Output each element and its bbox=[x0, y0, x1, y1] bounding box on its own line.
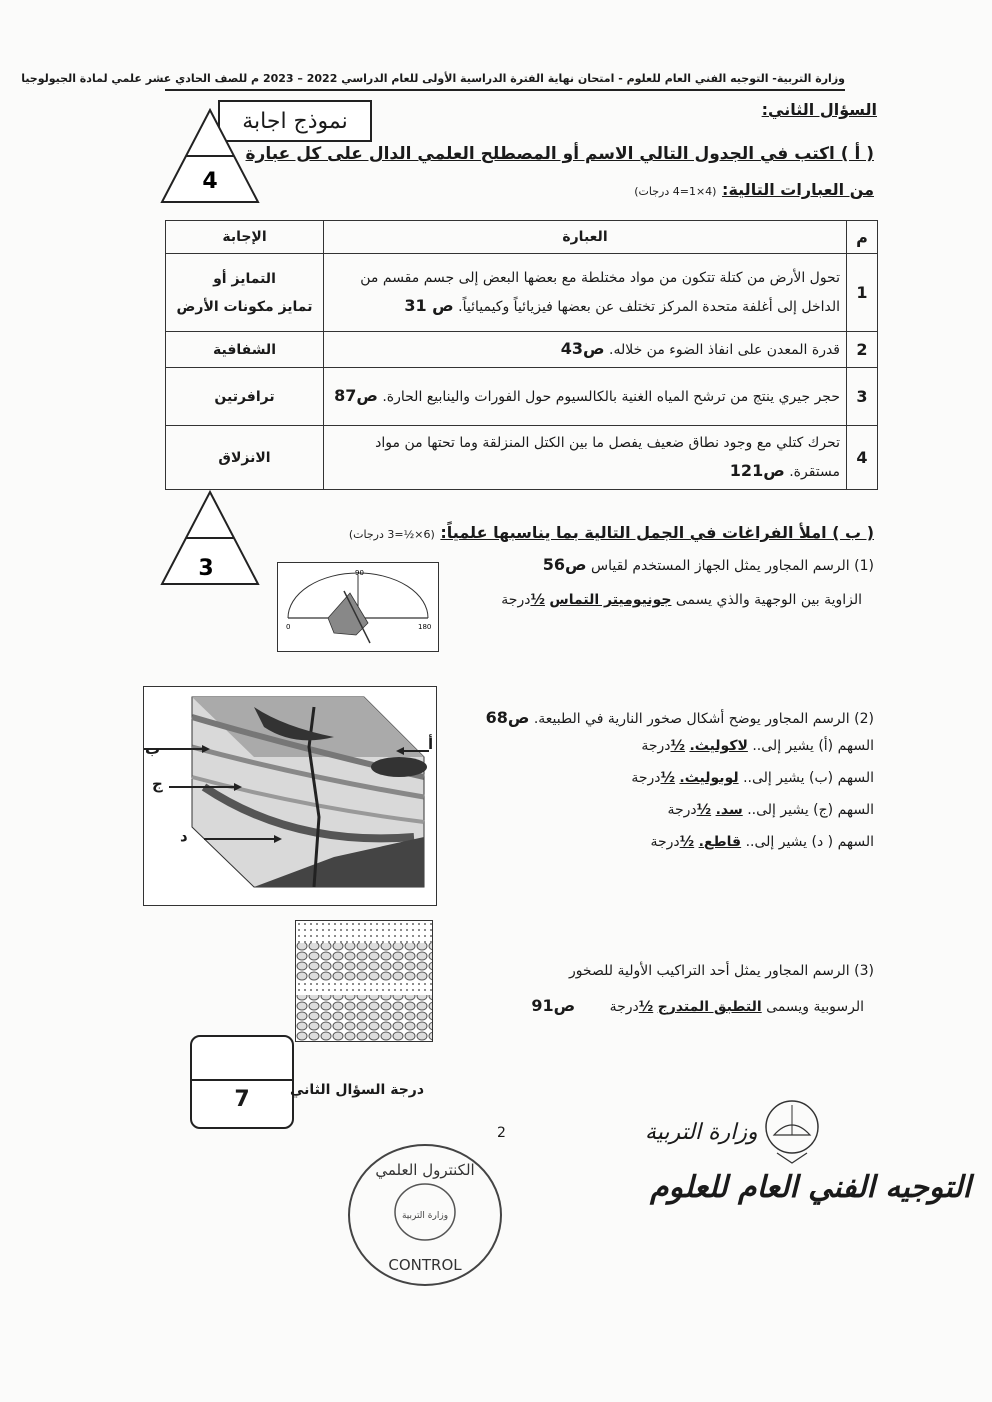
table-header-row bbox=[166, 221, 878, 254]
q2-item-answer: قاطع. bbox=[698, 834, 742, 850]
q2-item-unit: درجة bbox=[650, 834, 680, 850]
igneous-label-d: د bbox=[180, 827, 188, 845]
q2-item bbox=[651, 834, 875, 850]
q3-page: ص91 bbox=[531, 996, 576, 1015]
goniometer-label-top: 90 bbox=[355, 569, 364, 577]
row-num: 3 bbox=[847, 368, 878, 426]
header-answer: الإجابة bbox=[166, 221, 324, 254]
page-number: 2 bbox=[497, 1125, 506, 1141]
q1-line1 bbox=[543, 555, 874, 574]
part-a-title: ( أ ) اكتب في الجدول التالي الاسم أو المصطلح العلمي الدال على كل عبارة bbox=[245, 144, 874, 164]
ministry-directorate: التوجيه الفني العام للعلوم bbox=[650, 1170, 971, 1205]
q1-line2 bbox=[501, 592, 862, 608]
q3-line1: (3) الرسم المجاور يمثل أحد التراكيب الأولية للصخور bbox=[568, 963, 874, 979]
row-statement bbox=[324, 332, 847, 368]
row-statement bbox=[324, 368, 847, 426]
page-ref: ص87 bbox=[334, 386, 378, 405]
ministry-emblem-icon bbox=[752, 1095, 832, 1165]
q3-line2 bbox=[531, 996, 864, 1015]
terms-table bbox=[165, 220, 878, 490]
part-b-marks: (6×½=3 درجات) bbox=[348, 528, 435, 541]
table-row bbox=[166, 426, 878, 490]
q2-item-prefix: السهم ( د) يشير إلى.. bbox=[745, 834, 874, 850]
statement-text: حجر جيري ينتج من ترشح المياه الغنية بالكالسيوم حول الفورات والينابيع الحارة. bbox=[382, 389, 840, 405]
q2-item bbox=[631, 770, 874, 786]
igneous-label-b: ب bbox=[145, 740, 161, 758]
part-b-score-triangle bbox=[160, 490, 260, 586]
q1-text: (1) الرسم المجاور يمثل الجهاز المستخدم لقياس bbox=[591, 558, 874, 574]
q3-answer: التطبق المتدرج bbox=[657, 999, 762, 1015]
q2-item-half: ½ bbox=[660, 770, 675, 786]
row-num: 2 bbox=[847, 332, 878, 368]
q1-prefix: الزاوية بين الوجهية والذي يسمى bbox=[675, 592, 862, 608]
row-answer: الانزلاق bbox=[166, 426, 324, 490]
row-statement bbox=[324, 426, 847, 490]
statement-text: تحرك كتلي مع وجود نطاق ضعيف يفصل ما بين الكتل المنزلقة وما تحتها من مواد مستقرة. bbox=[375, 435, 840, 480]
header-statement: العبارة bbox=[324, 221, 847, 254]
table-row bbox=[166, 332, 878, 368]
q2-item bbox=[667, 802, 874, 818]
part-a-subtitle bbox=[634, 180, 874, 199]
q2-item-half: ½ bbox=[670, 738, 685, 754]
q2-item-unit: درجة bbox=[631, 770, 661, 786]
row-answer: الشفافية bbox=[166, 332, 324, 368]
question-grade-box bbox=[190, 1035, 294, 1129]
q2-item-prefix: السهم (ج) يشير إلى.. bbox=[747, 802, 874, 818]
q2-item-half: ½ bbox=[679, 834, 695, 850]
q1-answer: جونيوميتر التماس bbox=[549, 592, 672, 608]
q2-line1 bbox=[486, 708, 874, 727]
control-stamp bbox=[345, 1140, 505, 1290]
q3-prefix: الرسوبية ويسمى bbox=[766, 999, 864, 1015]
igneous-forms-diagram bbox=[143, 686, 437, 906]
ministry-name: وزارة التربية bbox=[645, 1120, 758, 1145]
q2-item-answer: لاكوليث. bbox=[689, 738, 748, 754]
goniometer-diagram bbox=[277, 562, 439, 652]
table-row bbox=[166, 368, 878, 426]
statement-text: تحول الأرض من كتلة تتكون من مواد مختلطة مع بعضها البعض إلى جسم مقسم من الداخل إلى أغلفة متحدة المركز تختلف عن بعضها فيزيائياً وكيميائياً. bbox=[360, 270, 840, 315]
q2-item-prefix: السهم (أ) يشير إلى.. bbox=[752, 738, 874, 754]
statement-text: قدرة المعدن على انفاذ الضوء من خلاله. bbox=[609, 342, 840, 358]
q1-page: ص56 bbox=[542, 555, 587, 574]
q2-page: ص68 bbox=[485, 708, 530, 727]
row-answer: ترافرتين bbox=[166, 368, 324, 426]
q2-item-half: ½ bbox=[696, 802, 712, 818]
igneous-label-c: ج bbox=[152, 775, 163, 793]
part-a-score: 4 bbox=[202, 169, 218, 194]
q3-half: ½ bbox=[638, 999, 654, 1015]
q2-text: (2) الرسم المجاور يوضح أشكال صخور النارية في الطبيعة. bbox=[533, 711, 874, 727]
answer-line: تمايز مكونات الأرض bbox=[176, 298, 313, 315]
q2-item bbox=[641, 738, 874, 754]
question-grade-value: 7 bbox=[234, 1087, 250, 1112]
model-answer-label: نموذج اجابة bbox=[218, 100, 372, 142]
q1-half: ½ bbox=[530, 592, 545, 608]
part-b-title bbox=[349, 523, 874, 542]
graded-bedding-diagram bbox=[295, 920, 433, 1042]
question-grade-label: درجة السؤال الثاني bbox=[290, 1082, 425, 1098]
q2-item-unit: درجة bbox=[667, 802, 697, 818]
part-b-title-text: ( ب ) املأ الفراغات في الجمل التالية بما يناسبها علمياً: bbox=[440, 523, 874, 542]
exam-header: وزارة التربية- التوجيه الفني العام للعلوم - امتحان نهاية الفترة الدراسية الأولى للعام الدراسي 2022 – 2023 م للصف الحادي عشر علمي لمادة الجيولوجيا bbox=[165, 72, 845, 91]
answer-line: التمايز أو bbox=[213, 270, 276, 287]
q2-item-answer: سد. bbox=[715, 802, 743, 818]
row-answer bbox=[166, 254, 324, 332]
goniometer-label-left: 0 bbox=[286, 623, 291, 631]
q2-item-prefix: السهم (ب) يشير إلى.. bbox=[743, 770, 874, 786]
part-a-subtitle-text: من العبارات التالية: bbox=[722, 180, 874, 199]
header-num: م bbox=[847, 221, 878, 254]
table-row bbox=[166, 254, 878, 332]
row-statement bbox=[324, 254, 847, 332]
stamp-text-top: الكنترول العلمي bbox=[375, 1161, 475, 1179]
row-num: 1 bbox=[847, 254, 878, 332]
question-title: السؤال الثاني: bbox=[761, 100, 877, 119]
stamp-text-mid: وزارة التربية bbox=[401, 1211, 449, 1221]
q3-unit: درجة bbox=[609, 999, 639, 1015]
page-ref: ص121 bbox=[729, 461, 785, 480]
goniometer-label-right: 180 bbox=[418, 623, 432, 631]
row-num: 4 bbox=[847, 426, 878, 490]
q2-item-answer: لوبوليث. bbox=[679, 770, 739, 786]
igneous-label-a: أ bbox=[428, 735, 434, 753]
page-ref: ص 31 bbox=[404, 296, 454, 315]
q1-unit: درجة bbox=[501, 592, 531, 608]
page-ref: ص43 bbox=[560, 339, 605, 358]
stamp-text-bottom: CONTROL bbox=[388, 1256, 462, 1274]
part-a-marks: (4×1=4 درجات) bbox=[634, 185, 717, 198]
q2-item-unit: درجة bbox=[641, 738, 671, 754]
part-b-score: 3 bbox=[198, 556, 214, 581]
